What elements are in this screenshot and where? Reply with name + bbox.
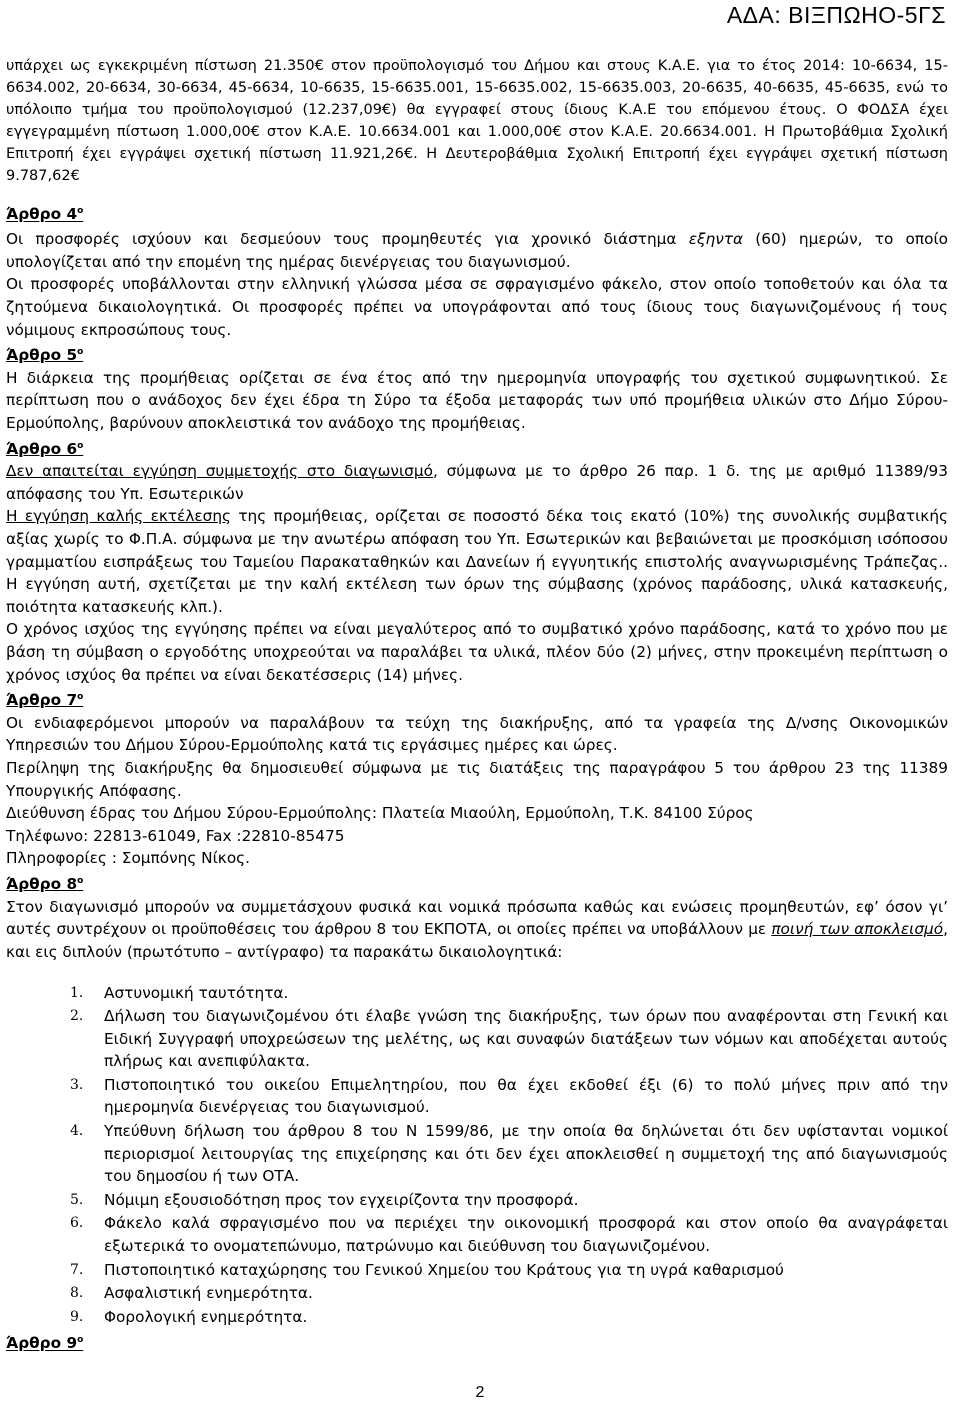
article-8-heading: Άρθρο $8^o$: [6, 875, 84, 894]
list-item: 7. Πιστοποιητικό καταχώρησης του Γενικού Χημείου του Κράτους για τη υγρά καθαρισμού: [70, 1260, 784, 1279]
list-item: 8. Ασφαλιστική ενημερότητα.: [70, 1284, 313, 1303]
page-number: 2: [475, 1384, 485, 1401]
intro-paragraph: υπάρχει ως εγκεκριμένη πίστωση 21.350€ στον προϋπολογισμό του Δήμου και στους Κ.Α.Ε. για το έτος 2014: 10-6634, 15- 6634.002, 20-6634, 30-6634, 45-6634, 10-6635, 15-6635.001, 15-6635.002, 15-6635.003, 20-6635, 40-6635, 45-6635, ενώ το υπόλοιπο τμήμα του προϋπολογισμού (12.237,09€) θα εγγραφεί στους ίδιους Κ.Α.Ε του επόμενου έτους. Ο ΦΟΔΣΑ έχει εγγεγραμμένη πίστωση 1.000,00€ στον Κ.Α.Ε. 10.6634.001 και 1.000,00€ στον Κ.Α.Ε. 20.6634.001. Η Πρωτοβάθμια Σχολική Επιτροπή έχει εγγράψει σχετική πίστωση 11.921,26€. Η Δευτεροβάθμια Σχολική Επιτροπή έχει εγγράψει σχετική πίστωση 9.787,62€: [6, 58, 948, 184]
ada-code: ΑΔΑ: ΒΙΞΠΩΗΟ-5ΓΣ: [726, 2, 946, 28]
article-8-paragraph-1: Στον διαγωνισμό μπορούν να συμμετάσχουν φυσικά και νομικά πρόσωπα καθώς και ενώσεις προμηθευτών, εφ’ όσον γι’ αυτές συντρέχουν οι προϋποθέσεις του άρθρου 8 του ΕΚΠΟΤΑ, οι οποίες πρέπει να υποβάλλουν με ποινή των αποκλεισμό, και εις διπλούν (πρωτότυπο – αντίγραφο) τα παρακάτω δικαιολογητικά:: [6, 897, 948, 961]
documents-list: [6, 982, 948, 1329]
article-4-paragraph-1: Οι προσφορές ισχύουν και δεσμεύουν τους προμηθευτές για χρονικό διάστημα εξηντα (60) ημερών, το οποίο υπολογίζεται από την επομένη της ημέρας διενέργειας του διαγωνισμού.: [6, 230, 948, 271]
article-5-paragraph-1: Η διάρκεια της προμήθειας ορίζεται σε ένα έτος από την ημερομηνία υπογραφής του σχετικού συμφωνητικού. Σε περίπτωση που ο ανάδοχος δεν έχει έδρα τη Σύρο τα έξοδα μεταφοράς των υπό προμήθεια υλικών στο Δήμο Σύρου-Ερμούπολης, βαρύνουν αποκλειστικά τον ανάδοχο της προμήθειας.: [6, 368, 948, 432]
article-7-address: Διεύθυνση έδρας του Δήμου Σύρου-Ερμούπολης: Πλατεία Μιαούλη, Ερμούπολη, Τ.Κ. 84100 Σύρος: [6, 804, 754, 823]
list-item: 4. Υπεύθυνη δήλωση του άρθρου 8 του Ν 1599/86, με την οποία θα δηλώνεται ότι δεν υφίστανται νομικοί περιορισμοί λειτουργίας της επιχείρησης και ότι δεν έχει αποκλεισθεί η συμμετοχή της από διαγωνισμούς του δημοσίου ή των ΟΤΑ.: [70, 1122, 948, 1186]
document-body: [6, 56, 948, 1355]
article-7-paragraph-1: Οι ενδιαφερόμενοι μπορούν να παραλάβουν τα τεύχη της διακήρυξης, από τα γραφεία της Δ/νσης Οικονομικών Υπηρεσιών του Δήμου Σύρου-Ερμούπολης κατά τις εργάσιμες ημέρες και ώρες.: [6, 713, 948, 755]
list-item: 2. Δήλωση του διαγωνιζομένου ότι έλαβε γνώση της διακήρυξης, των όρων που αναφέρονται στη Γενική και Ειδική Συγγραφή υποχρεώσεων της μελέτης, ως και συναφών διατάξεων των νόμων και αποδέχεται αυτούς πλήρως και ανεπιφύλακτα.: [70, 1007, 948, 1071]
article-4-heading: Άρθρο $4^o$: [6, 205, 84, 224]
article-7-phone: Τηλέφωνο: 22813-61049, Fax :22810-85475: [6, 826, 345, 845]
list-item: 5. Νόμιμη εξουσιοδότηση προς τον εγχειρίζοντα την προσφορά.: [70, 1190, 579, 1209]
article-6-heading: Άρθρο $6^o$: [6, 439, 84, 458]
article-6-paragraph-1: Δεν απαιτείται εγγύηση συμμετοχής στο διαγωνισμό, σύμφωνα με το άρθρο 26 παρ. 1 δ. της με αριθμό 11389/93 απόφασης του Υπ. Εσωτερικών: [6, 462, 948, 503]
article-6-paragraph-2: Η εγγύηση καλής εκτέλεσης της προμήθειας, ορίζεται σε ποσοστό δέκα τοις εκατό (10%) της συνολικής συμβατικής αξίας χωρίς το Φ.Π.Α. σύμφωνα με την ανωτέρω απόφαση του Υπ. Εσωτερικών και βεβαιώνεται με προσκόμιση ισόποσου γραμματίου εισπράξεως του Ταμείου Παρακαταθηκών και Δανείων ή εγγυητικής επιστολής αναγνωρισμένης Τράπεζας.. Η εγγύηση αυτή, σχετίζεται με την καλή εκτέλεση των όρων της σύμβασης (χρόνος παράδοσης, υλικά κατασκευής, ποιότητα κατασκευής κλπ.).: [6, 507, 948, 616]
article-7-heading: Άρθρο $7^o$: [6, 691, 84, 710]
article-7-paragraph-2: Περίληψη της διακήρυξης θα δημοσιευθεί σύμφωνα με τις διατάξεις της παραγράφου 5 του άρθρου 23 της 11389 Υπουργικής Απόφασης.: [6, 759, 948, 800]
article-9-heading: Άρθρο $9^o$: [6, 1334, 84, 1353]
article-6-paragraph-3: Ο χρόνος ισχύος της εγγύησης πρέπει να είναι μεγαλύτερος από το συμβατικό χρόνο παράδοσης, κατά το χρόνο που με βάση τη σύμβαση ο εργοδότης υποχρεούται να παραλάβει τα υλικά, πλέον δύο (2) μήνες, στην προκειμένη περίπτωση ο χρόνος ισχύος θα πρέπει να είναι δεκατέσσερις (14) μήνες.: [6, 620, 948, 684]
list-item: 1. Αστυνομική ταυτότητα.: [70, 983, 289, 1002]
article-5-heading: Άρθρο $5^o$: [6, 346, 84, 365]
article-4-paragraph-2: Οι προσφορές υποβάλλονται στην ελληνική γλώσσα μέσα σε σφραγισμένο φάκελο, στον οποίο τοποθετούν και όλα τα ζητούμενα δικαιολογητικά. Οι προσφορές πρέπει να υπογράφονται από τους ίδιους τους διαγωνιζομένους ή τους νόμιμους εκπροσώπους τους.: [6, 275, 948, 339]
list-item: 3. Πιστοποιητικό του οικείου Επιμελητηρίου, που θα έχει εκδοθεί έξι (6) το πολύ μήνες πριν από την ημερομηνία διενέργειας του διαγωνισμού.: [70, 1075, 948, 1117]
list-item: 6. Φάκελο καλά σφραγισμένο που να περιέχει την οικονομική προσφορά και στον οποίο θα αναγράφεται εξωτερικά το ονοματεπώνυμο, πατρώνυμο και διεύθυνση του διαγωνιζομένου.: [70, 1214, 948, 1256]
list-item: 9. Φορολογική ενημερότητα.: [70, 1307, 308, 1326]
article-7-info: Πληροφορίες : Σομπόνης Νίκος.: [6, 849, 251, 868]
